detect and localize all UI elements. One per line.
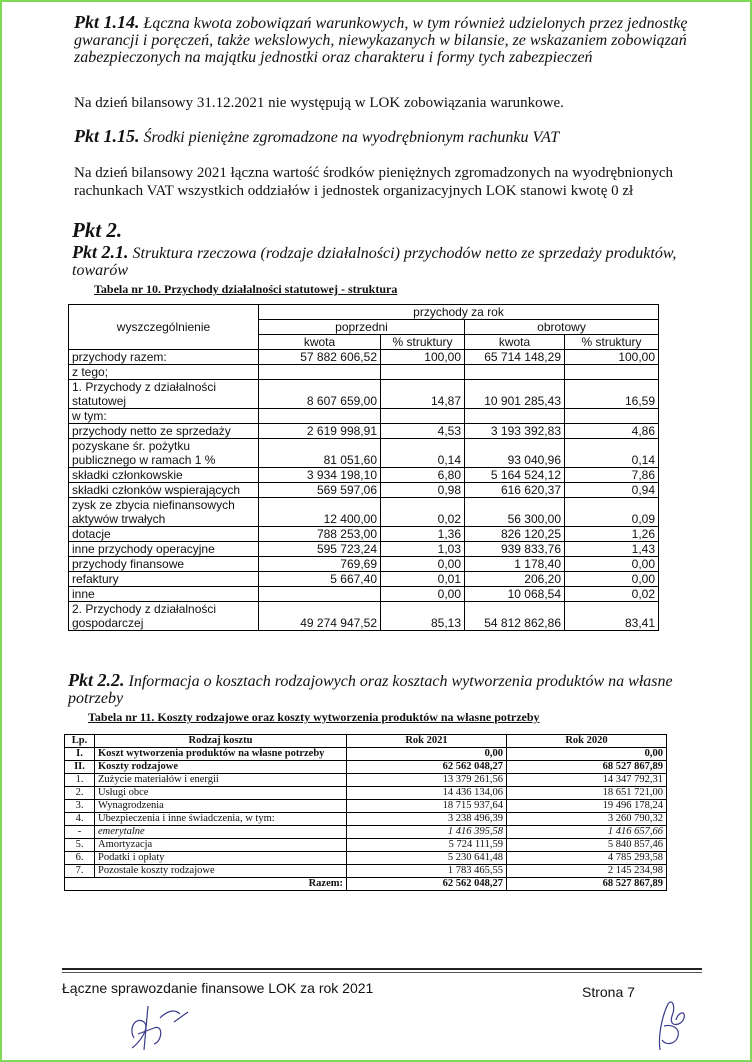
table-10-cell-prev-amount: 5 667,40	[259, 572, 381, 587]
pkt-1-14-heading	[74, 14, 698, 66]
table-10-cell-prev-pct: 0,98	[381, 483, 465, 498]
table-10-cell-curr-amount: 826 120,25	[465, 527, 565, 542]
table-11-cell-2020: 18 651 721,00	[507, 787, 667, 800]
table-10-header-item: wyszczególnienie	[69, 305, 259, 350]
table-10-header-pct-prev: % struktury	[381, 335, 465, 350]
table-10-cell-curr-pct: 0,00	[565, 572, 659, 587]
table-11-cell-name: Podatki i opłaty	[95, 852, 347, 865]
table-11-cell-name: Pozostałe koszty rodzajowe	[95, 865, 347, 878]
table-10-cell-label: składki członkowskie	[69, 468, 259, 483]
table-11-row	[65, 826, 667, 839]
footer-page-number: Strona 7	[582, 984, 635, 1000]
table-11-cell-2020: 0,00	[507, 748, 667, 761]
table-10-cell-curr-pct: 4,86	[565, 424, 659, 439]
table-10-cell-label: przychody razem:	[69, 350, 259, 365]
table-10-cell-curr-pct: 0,94	[565, 483, 659, 498]
table-11-caption: Tabela nr 11. Koszty rodzajowe oraz koszty wytworzenia produktów na własne potrzeby	[88, 710, 540, 724]
table-11-cell-lp: 7.	[65, 865, 95, 878]
table-10-cell-curr-pct: 100,00	[565, 350, 659, 365]
table-10-cell-curr-pct: 1,43	[565, 542, 659, 557]
table-10-cell-prev-pct: 4,53	[381, 424, 465, 439]
table-11-cell-2020: 19 496 178,24	[507, 800, 667, 813]
table-11-cell-lp: II.	[65, 761, 95, 774]
table-11-cell-2021: 13 379 261,56	[347, 774, 507, 787]
table-10-cell-label: 1. Przychody z działalności statutowej	[69, 380, 259, 409]
pkt-1-14-label: Pkt 1.14.	[74, 12, 140, 32]
table-11-cell-2020: 1 416 657,66	[507, 826, 667, 839]
table-11-row	[65, 761, 667, 774]
table-10-cell-prev-amount: 595 723,24	[259, 542, 381, 557]
table-11-cell-2020: 14 347 792,31	[507, 774, 667, 787]
table-10-cell-prev-pct: 0,01	[381, 572, 465, 587]
table-10-cell-curr-amount: 3 193 392,83	[465, 424, 565, 439]
pkt-1-15-label: Pkt 1.15.	[74, 126, 140, 146]
table-11-cell-lp: 2.	[65, 787, 95, 800]
pkt-2-1-text: Struktura rzeczowa (rodzaje działalności) przychodów netto ze sprzedaży produktów, towarów	[72, 245, 677, 279]
table-11-cell-2021: 5 724 111,59	[347, 839, 507, 852]
table-11-cell-lp: 3.	[65, 800, 95, 813]
table-10-row	[69, 527, 659, 542]
table-10-row	[69, 483, 659, 498]
table-10-cell-prev-amount: 81 051,60	[259, 439, 381, 468]
table-10-cell-prev-pct	[381, 365, 465, 380]
table-10-cell-label: inne	[69, 587, 259, 602]
table-11-cell-2021: 62 562 048,27	[347, 761, 507, 774]
table-11-cell-name: Amortyzacja	[95, 839, 347, 852]
table-10-row	[69, 468, 659, 483]
table-10-cell-curr-amount: 206,20	[465, 572, 565, 587]
table-10-cell-prev-amount: 8 607 659,00	[259, 380, 381, 409]
table-10-cell-curr-pct: 0,02	[565, 587, 659, 602]
table-11-row	[65, 748, 667, 761]
pkt-2-2-heading	[68, 672, 718, 707]
signature-right-icon	[638, 996, 698, 1054]
table-10-row	[69, 498, 659, 527]
table-10-row	[69, 350, 659, 365]
table-10-cell-prev-pct: 6,80	[381, 468, 465, 483]
table-11-cell-2020: 3 260 790,32	[507, 813, 667, 826]
table-10-cell-curr-amount: 939 833,76	[465, 542, 565, 557]
table-11-cell-name: Koszty rodzajowe	[95, 761, 347, 774]
table-11-cell-name: Zużycie materiałów i energii	[95, 774, 347, 787]
table-10-cell-curr-amount	[465, 365, 565, 380]
table-10-cell-curr-amount: 10 068,54	[465, 587, 565, 602]
table-11-total-label: Razem:	[65, 878, 347, 891]
table-10-cell-prev-amount	[259, 409, 381, 424]
table-11-cell-lp: 1.	[65, 774, 95, 787]
table-11-cell-lp: 5.	[65, 839, 95, 852]
table-10-cell-prev-pct: 1,03	[381, 542, 465, 557]
table-10-cell-curr-pct: 0,14	[565, 439, 659, 468]
table-10-cell-curr-amount: 93 040,96	[465, 439, 565, 468]
pkt-1-14-text: Łączna kwota zobowiązań warunkowych, w tym również udzielonych przez jednostkę gwarancji i poręczeń, także wekslowych, niewykazanych w bilansie, ze wskazaniem zobowiązań zabezpieczonych na majątku jednostki oraz charakteru i formy tych zabezpieczeń	[74, 15, 688, 66]
table-10-cell-curr-amount	[465, 409, 565, 424]
table-11-total-2021: 62 562 048,27	[347, 878, 507, 891]
table-11-cell-lp: 6.	[65, 852, 95, 865]
table-10-cell-prev-amount: 788 253,00	[259, 527, 381, 542]
table-10-cell-curr-pct	[565, 365, 659, 380]
table-11	[64, 734, 667, 891]
table-11-cell-2021: 18 715 937,64	[347, 800, 507, 813]
table-11-cell-2021: 1 416 395,58	[347, 826, 507, 839]
table-11-cell-2020: 68 527 867,89	[507, 761, 667, 774]
table-10-cell-curr-amount: 5 164 524,12	[465, 468, 565, 483]
pkt-1-15-body: Na dzień bilansowy 2021 łączna wartość środków pieniężnych zgromadzonych na wyodrębnionych rachunkach VAT wszystkich oddziałów i jednostek organizacyjnych LOK stanowi kwotę 0 zł	[74, 165, 673, 199]
table-11-cell-2021: 0,00	[347, 748, 507, 761]
table-10-cell-prev-pct: 100,00	[381, 350, 465, 365]
table-11-header-name: Rodzaj kosztu	[95, 735, 347, 748]
table-11-header-lp: Lp.	[65, 735, 95, 748]
table-10-cell-curr-pct: 0,09	[565, 498, 659, 527]
table-10-cell-curr-pct: 0,00	[565, 557, 659, 572]
table-10-row	[69, 380, 659, 409]
table-10-header-curr: obrotowy	[465, 320, 659, 335]
table-10-cell-label: składki członków wspierających	[69, 483, 259, 498]
table-11-cell-2021: 1 783 465,55	[347, 865, 507, 878]
table-10-cell-curr-amount: 616 620,37	[465, 483, 565, 498]
table-10-header-prev: poprzedni	[259, 320, 465, 335]
table-10-cell-curr-pct: 83,41	[565, 602, 659, 631]
table-10-header-amount-curr: kwota	[465, 335, 565, 350]
table-10-row	[69, 542, 659, 557]
table-10-cell-prev-pct: 0,14	[381, 439, 465, 468]
table-10-cell-label: przychody finansowe	[69, 557, 259, 572]
table-10-row	[69, 439, 659, 468]
table-10-cell-prev-amount: 2 619 998,91	[259, 424, 381, 439]
pkt-2-2-label: Pkt 2.2.	[68, 670, 125, 690]
pkt-2-1-label: Pkt 2.1.	[72, 242, 129, 262]
table-10-cell-label: inne przychody operacyjne	[69, 542, 259, 557]
table-10-cell-prev-pct: 1,36	[381, 527, 465, 542]
table-10-row	[69, 365, 659, 380]
table-10-cell-curr-amount: 10 901 285,43	[465, 380, 565, 409]
table-10-cell-curr-pct: 7,86	[565, 468, 659, 483]
table-10-header-amount-prev: kwota	[259, 335, 381, 350]
table-10-cell-curr-amount: 1 178,40	[465, 557, 565, 572]
table-11-row	[65, 839, 667, 852]
table-10-cell-prev-pct: 14,87	[381, 380, 465, 409]
table-10-cell-curr-pct: 1,26	[565, 527, 659, 542]
table-10-cell-curr-amount: 56 300,00	[465, 498, 565, 527]
pkt-2-1-heading	[72, 244, 712, 279]
table-10-header-pct-curr: % struktury	[565, 335, 659, 350]
table-10-cell-curr-amount: 54 812 862,86	[465, 602, 565, 631]
table-10-row	[69, 572, 659, 587]
table-11-cell-name: emerytalne	[95, 826, 347, 839]
table-10-row	[69, 587, 659, 602]
table-10-row	[69, 409, 659, 424]
table-10-cell-prev-amount: 3 934 198,10	[259, 468, 381, 483]
footer-rule	[62, 968, 702, 970]
table-10-cell-prev-pct: 85,13	[381, 602, 465, 631]
table-10-cell-prev-amount: 12 400,00	[259, 498, 381, 527]
pkt-1-14-body: Na dzień bilansowy 31.12.2021 nie występują w LOK zobowiązania warunkowe.	[74, 95, 564, 111]
table-10-cell-prev-amount: 57 882 606,52	[259, 350, 381, 365]
table-11-row	[65, 852, 667, 865]
table-11-cell-lp: 4.	[65, 813, 95, 826]
table-11-total-2020: 68 527 867,89	[507, 878, 667, 891]
table-10	[68, 304, 659, 631]
table-11-row	[65, 787, 667, 800]
table-10-cell-curr-pct	[565, 409, 659, 424]
table-11-cell-2020: 4 785 293,58	[507, 852, 667, 865]
table-10-cell-label: pozyskane śr. pożytku publicznego w ramach 1 %	[69, 439, 259, 468]
table-11-row	[65, 800, 667, 813]
table-11-cell-lp: -	[65, 826, 95, 839]
table-10-cell-label: zysk ze zbycia niefinansowych aktywów trwałych	[69, 498, 259, 527]
table-10-cell-curr-amount: 65 714 148,29	[465, 350, 565, 365]
table-10-cell-label: dotacje	[69, 527, 259, 542]
table-10-cell-label: refaktury	[69, 572, 259, 587]
table-10-cell-prev-pct: 0,00	[381, 557, 465, 572]
signature-left-icon	[114, 998, 204, 1058]
table-10-cell-prev-amount: 49 274 947,52	[259, 602, 381, 631]
table-10-cell-prev-amount: 569 597,06	[259, 483, 381, 498]
table-10-cell-label: z tego;	[69, 365, 259, 380]
table-10-header-top: przychody za rok	[259, 305, 659, 320]
table-11-cell-2020: 2 145 234,98	[507, 865, 667, 878]
table-10-row	[69, 424, 659, 439]
footer-title: Łączne sprawozdanie finansowe LOK za rok 2021	[62, 980, 374, 996]
pkt-1-15-text: Środki pieniężne zgromadzone na wyodrębnionym rachunku VAT	[143, 129, 560, 146]
table-11-row	[65, 865, 667, 878]
pkt-2-2-text: Informacja o kosztach rodzajowych oraz kosztach wytworzenia produktów na własne potrzeby	[68, 673, 673, 707]
table-10-cell-prev-amount: 769,69	[259, 557, 381, 572]
table-10-cell-prev-pct: 0,00	[381, 587, 465, 602]
table-11-cell-name: Ubezpieczenia i inne świadczenia, w tym:	[95, 813, 347, 826]
table-10-cell-curr-pct: 16,59	[565, 380, 659, 409]
table-10-cell-prev-amount	[259, 365, 381, 380]
table-10-cell-prev-amount	[259, 587, 381, 602]
pkt-1-15-heading	[74, 128, 694, 146]
table-11-header-2021: Rok 2021	[347, 735, 507, 748]
table-11-cell-name: Usługi obce	[95, 787, 347, 800]
footer-rule-thin	[62, 972, 702, 973]
pkt-2-heading: Pkt 2.	[72, 218, 123, 242]
table-11-cell-lp: I.	[65, 748, 95, 761]
table-10-cell-label: przychody netto ze sprzedaży	[69, 424, 259, 439]
table-10-cell-prev-pct: 0,02	[381, 498, 465, 527]
table-10-row	[69, 602, 659, 631]
table-10-caption: Tabela nr 10. Przychody działalności statutowej - struktura	[94, 282, 398, 296]
table-10-cell-label: 2. Przychody z działalności gospodarczej	[69, 602, 259, 631]
table-11-cell-2021: 3 238 496,39	[347, 813, 507, 826]
table-10-row	[69, 557, 659, 572]
table-11-cell-name: Koszt wytworzenia produktów na własne potrzeby	[95, 748, 347, 761]
table-11-cell-2021: 14 436 134,06	[347, 787, 507, 800]
table-10-cell-prev-pct	[381, 409, 465, 424]
table-10-cell-label: w tym:	[69, 409, 259, 424]
table-11-row	[65, 774, 667, 787]
table-11-cell-2020: 5 840 857,46	[507, 839, 667, 852]
table-11-row	[65, 813, 667, 826]
table-11-cell-name: Wynagrodzenia	[95, 800, 347, 813]
table-11-cell-2021: 5 230 641,48	[347, 852, 507, 865]
table-11-header-2020: Rok 2020	[507, 735, 667, 748]
